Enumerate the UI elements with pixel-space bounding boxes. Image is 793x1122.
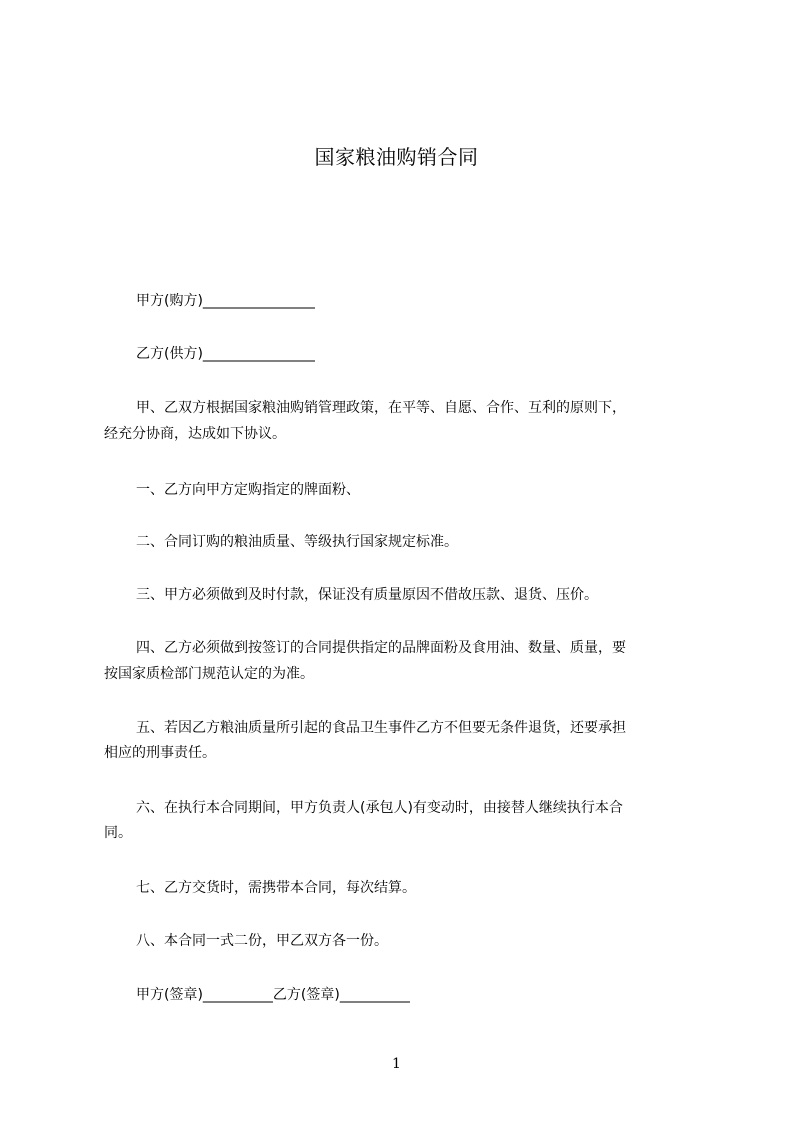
clause-2: 二、合同订购的粮油质量、等级执行国家规定标准。	[136, 534, 458, 550]
clause-4-line-1: 四、乙方必须做到按签订的合同提供指定的品牌面粉及食用油、数量、质量，要	[136, 640, 626, 656]
party-b-line: 乙方(供方)________________	[136, 346, 315, 362]
document-title: 国家粮油购销合同	[314, 145, 479, 169]
clause-4-line-2: 按国家质检部门规范认定的为准。	[104, 666, 314, 682]
clause-6-line-1: 六、在执行本合同期间，甲方负责人(承包人)有变动时，由接替人继续执行本合	[136, 800, 623, 816]
clause-1: 一、乙方向甲方定购指定的牌面粉、	[136, 482, 360, 498]
clause-8: 八、本合同一式二份，甲乙双方各一份。	[136, 933, 388, 949]
party-a-line: 甲方(购方)________________	[136, 293, 315, 309]
intro-paragraph-line-2: 经充分协商，达成如下协议。	[104, 426, 286, 442]
clause-6-line-2: 同。	[104, 825, 132, 841]
page-number: 1	[392, 1056, 401, 1072]
clause-7: 七、乙方交货时，需携带本合同，每次结算。	[136, 880, 416, 896]
intro-paragraph-line-1: 甲、乙双方根据国家粮油购销管理政策，在平等、自愿、合作、互利的原则下，	[136, 400, 626, 416]
clause-5-line-2: 相应的刑事责任。	[104, 745, 216, 761]
signature-line: 甲方(签章)__________乙方(签章)__________	[136, 987, 410, 1003]
clause-5-line-1: 五、若因乙方粮油质量所引起的食品卫生事件乙方不但要无条件退货，还要承担	[136, 720, 626, 736]
clause-3: 三、甲方必须做到及时付款，保证没有质量原因不借故压款、退货、压价。	[136, 587, 598, 603]
